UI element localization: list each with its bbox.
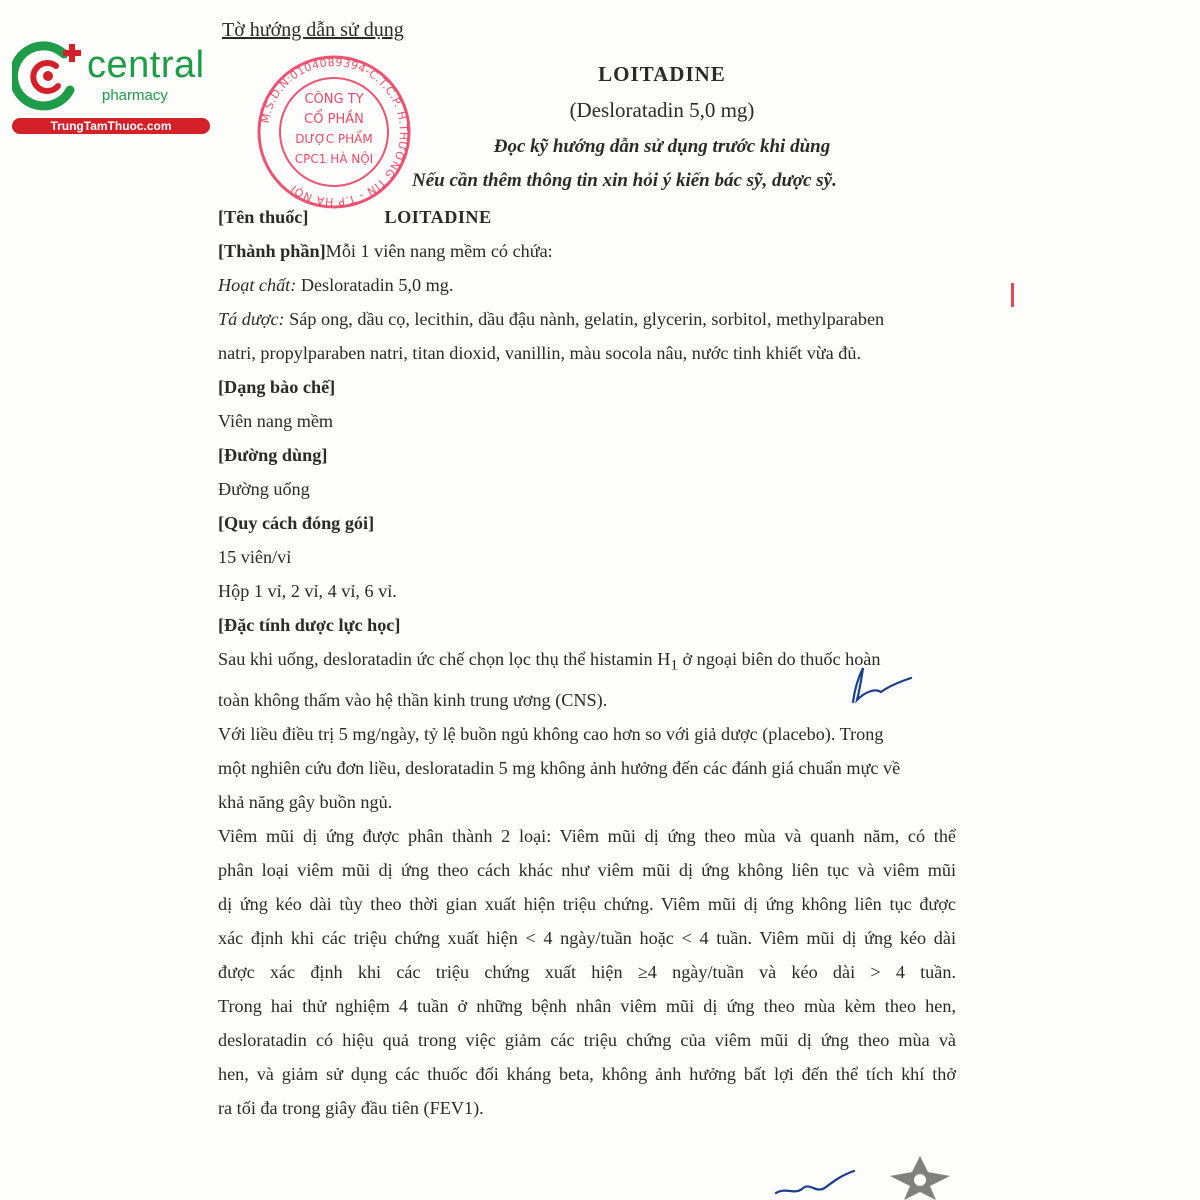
brand-url-banner[interactable]: TrungTamThuoc.com (12, 118, 210, 134)
excipients-line-2: natri, propylparaben natri, titan dioxid, vanillin, màu socola nâu, nước tinh khiết vừa đủ. (218, 343, 862, 363)
drug-name-heading: [Tên thuốc] (218, 207, 309, 227)
brand-logo[interactable] (12, 40, 212, 135)
company-emblem-icon (880, 1150, 960, 1200)
dosage-form-value: Viên nang mềm (218, 411, 334, 431)
central-logo-icon (12, 40, 92, 118)
packaging-line-1: 15 viên/vỉ (218, 547, 292, 567)
stamp-line-4: CPC1 HÀ NỘI (294, 152, 374, 166)
packaging-line-2: Hộp 1 vỉ, 2 vỉ, 4 vỉ, 6 vỉ. (218, 581, 397, 601)
active-ingredient-value: Desloratadin 5,0 mg. (300, 275, 454, 295)
excipients-row (218, 302, 956, 336)
stamp-ring-text: M.S.D.N:0104089394-C.T.C.P. H.THƯỜNG TÍN - T.P HÀ NỘI (258, 55, 411, 209)
composition-intro: Mỗi 1 viên nang mềm có chứa: (325, 241, 553, 261)
pharmacodynamics-heading: [Đặc tính dược lực học] (218, 615, 401, 635)
brand-name: central (87, 44, 205, 86)
route-value: Đường uống (218, 479, 310, 499)
pharmacodynamics-p3-line-5: được xác định khi các triệu chứng xuất hiện ≥4 ngày/tuần và kéo dài > 4 tuần. (218, 961, 956, 982)
pharmacodynamics-p3-line-3: dị ứng kéo dài tùy theo thời gian xuất hiện triệu chứng. Viêm mũi dị ứng không liên tục được (218, 893, 956, 914)
product-title: LOITADINE (598, 62, 726, 86)
pharmacodynamics-p3-line-9: ra tối đa trong giây đầu tiên (FEV1). (218, 1097, 484, 1118)
pharmacodynamics-p3-line-1: Viêm mũi dị ứng được phân thành 2 loại: Viêm mũi dị ứng theo mùa và quanh năm, có thể (218, 825, 956, 846)
pharmacodynamics-p2-line-1: Với liều điều trị 5 mg/ngày, tỷ lệ buồn ngủ không cao hơn so với giả dược (placebo). Trong (218, 723, 884, 744)
pharmacodynamics-p2-line-3: khả năng gây buồn ngủ. (218, 791, 393, 812)
route-heading: [Đường dùng] (218, 445, 328, 465)
handwritten-signature-icon (770, 1165, 860, 1200)
product-subtitle: (Desloratadin 5,0 mg) (569, 98, 755, 122)
composition-row (218, 234, 956, 268)
composition-heading: [Thành phần] (218, 241, 326, 261)
drug-name-row (218, 200, 956, 234)
h1-subscript: 1 (670, 656, 678, 674)
p1-line-1b: ở ngoại biên do thuốc hoàn (677, 649, 881, 669)
dosage-form-heading: [Dạng bào chế] (218, 377, 336, 397)
pharmacodynamics-p3-line-6: Trong hai thử nghiệm 4 tuần ở những bệnh nhân viêm mũi dị ứng theo mùa kèm theo hen, (218, 995, 956, 1016)
drug-name-value: LOITADINE (384, 207, 492, 227)
company-stamp (248, 55, 420, 210)
pharmacodynamics-p3-line-8: hen, và giảm sử dụng các thuốc đối kháng beta, không ảnh hưởng bất lợi đến thể tích khí thở (218, 1063, 956, 1084)
excipients-line-1: Sáp ong, dầu cọ, lecithin, dầu đậu nành, gelatin, glycerin, sorbitol, methylparaben (289, 309, 885, 329)
excipients-label: Tá dược: (218, 309, 285, 329)
stamp-line-3: DƯỢC PHẨM (295, 132, 373, 146)
stamp-line-1: CÔNG TY (304, 92, 364, 107)
packaging-heading: [Quy cách đóng gói] (218, 513, 375, 533)
active-ingredient-row (218, 268, 956, 302)
pharmacodynamics-p1-line-2: toàn không thấm vào hệ thần kinh trung ương (CNS). (218, 689, 608, 710)
pharmacodynamics-p3-line-2: phân loại viêm mũi dị ứng theo cách khác như viêm mũi dị ứng không liên tục và viêm mũi (218, 859, 956, 880)
pharmacodynamics-p2-line-2: một nghiên cứu đơn liều, desloratadin 5 mg không ảnh hưởng đến các đánh giá chuẩn mực về (218, 757, 901, 778)
initials-signature-icon (845, 662, 915, 707)
pharmacodynamics-p3-line-7: desloratadin có hiệu quả trong việc giảm các triệu chứng của viêm mũi dị ứng theo mùa và (218, 1029, 956, 1050)
active-ingredient-label: Hoạt chất: (218, 275, 297, 295)
stamp-line-2: CỔ PHẦN (304, 112, 364, 127)
read-instructions-warning: Đọc kỹ hướng dẫn sử dụng trước khi dùng (493, 136, 831, 157)
consult-doctor-warning: Nếu cần thêm thông tin xin hỏi ý kiến bác sỹ, dược sỹ. (412, 170, 837, 191)
pharmacodynamics-p3-line-4: xác định khi các triệu chứng xuất hiện < 4 ngày/tuần hoặc < 4 tuần. Viêm mũi dị ứng kéo dài (218, 927, 956, 948)
document-type-heading: Tờ hướng dẫn sử dụng (222, 19, 404, 41)
brand-subtitle: pharmacy (102, 87, 168, 104)
red-edge-mark (1011, 283, 1014, 307)
p1-line-1a: Sau khi uống, desloratadin ức chế chọn lọc thụ thể histamin H (218, 649, 671, 669)
